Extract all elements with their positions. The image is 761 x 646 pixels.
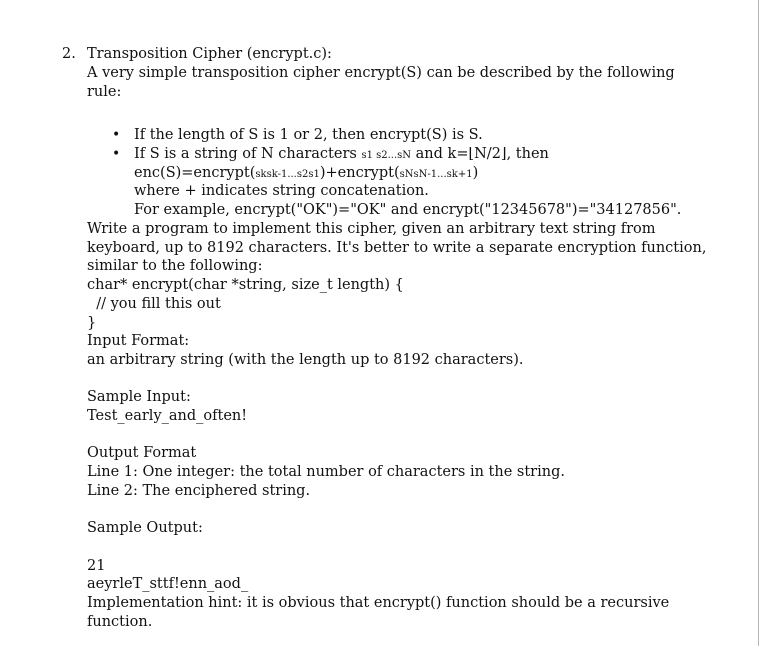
formula-sequence-1: sksk-1...s2s1 bbox=[255, 169, 320, 180]
task-line-3: similar to the following: bbox=[87, 258, 263, 274]
input-format-label: Input Format: bbox=[87, 333, 190, 349]
formula-sequence-2: sNsN-1...sk+1 bbox=[399, 169, 473, 180]
sample-output-count: 21 bbox=[87, 558, 106, 574]
input-format-text: an arbitrary string (with the length up to 8192 characters). bbox=[87, 352, 524, 368]
formula-line bbox=[134, 164, 478, 184]
bullet-rule-2-text-b: and k=⌊N/2⌋, then bbox=[411, 146, 549, 162]
task-line-1: Write a program to implement this cipher, given an arbitrary text string from bbox=[87, 221, 656, 237]
bullet-rule-2 bbox=[134, 145, 549, 165]
bullet-marker-2: • bbox=[112, 146, 121, 162]
page-right-border bbox=[758, 0, 759, 646]
output-format-line-1: Line 1: One integer: the total number of characters in the string. bbox=[87, 464, 565, 480]
sample-output-label: Sample Output: bbox=[87, 520, 203, 536]
formula-part-c: ) bbox=[472, 165, 479, 181]
where-line: where + indicates string concatenation. bbox=[134, 183, 429, 199]
bullet-rule-2-sequence: s1 s2...sN bbox=[361, 150, 412, 161]
problem-heading: Transposition Cipher (encrypt.c): bbox=[87, 46, 332, 62]
sample-output-string: aeyrleT_sttf!enn_aod_ bbox=[87, 576, 249, 592]
code-line-3: } bbox=[87, 315, 97, 331]
bullet-rule-1: If the length of S is 1 or 2, then encrypt(S) is S. bbox=[134, 127, 483, 143]
example-line: For example, encrypt("OK")="OK" and encrypt("12345678")="34127856". bbox=[134, 202, 682, 218]
hint-line-2: function. bbox=[87, 614, 153, 630]
formula-part-a: enc(S)=encrypt( bbox=[134, 165, 256, 181]
intro-line-1: A very simple transposition cipher encrypt(S) can be described by the following bbox=[87, 65, 675, 81]
item-number: 2. bbox=[62, 46, 76, 62]
bullet-rule-2-text-a: If S is a string of N characters bbox=[134, 146, 362, 162]
code-line-1: char* encrypt(char *string, size_t length) { bbox=[87, 277, 404, 293]
task-line-2: keyboard, up to 8192 characters. It's better to write a separate encryption function, bbox=[87, 240, 707, 256]
output-format-line-2: Line 2: The enciphered string. bbox=[87, 483, 311, 499]
formula-part-b: )+encrypt( bbox=[319, 165, 400, 181]
bullet-marker-1: • bbox=[112, 127, 121, 143]
sample-input-value: Test_early_and_often! bbox=[87, 408, 248, 424]
sample-input-label: Sample Input: bbox=[87, 389, 191, 405]
output-format-label: Output Format bbox=[87, 445, 197, 461]
intro-line-2: rule: bbox=[87, 84, 122, 100]
code-line-2: // you fill this out bbox=[87, 296, 221, 312]
hint-line-1: Implementation hint: it is obvious that encrypt() function should be a recursive bbox=[87, 595, 670, 611]
